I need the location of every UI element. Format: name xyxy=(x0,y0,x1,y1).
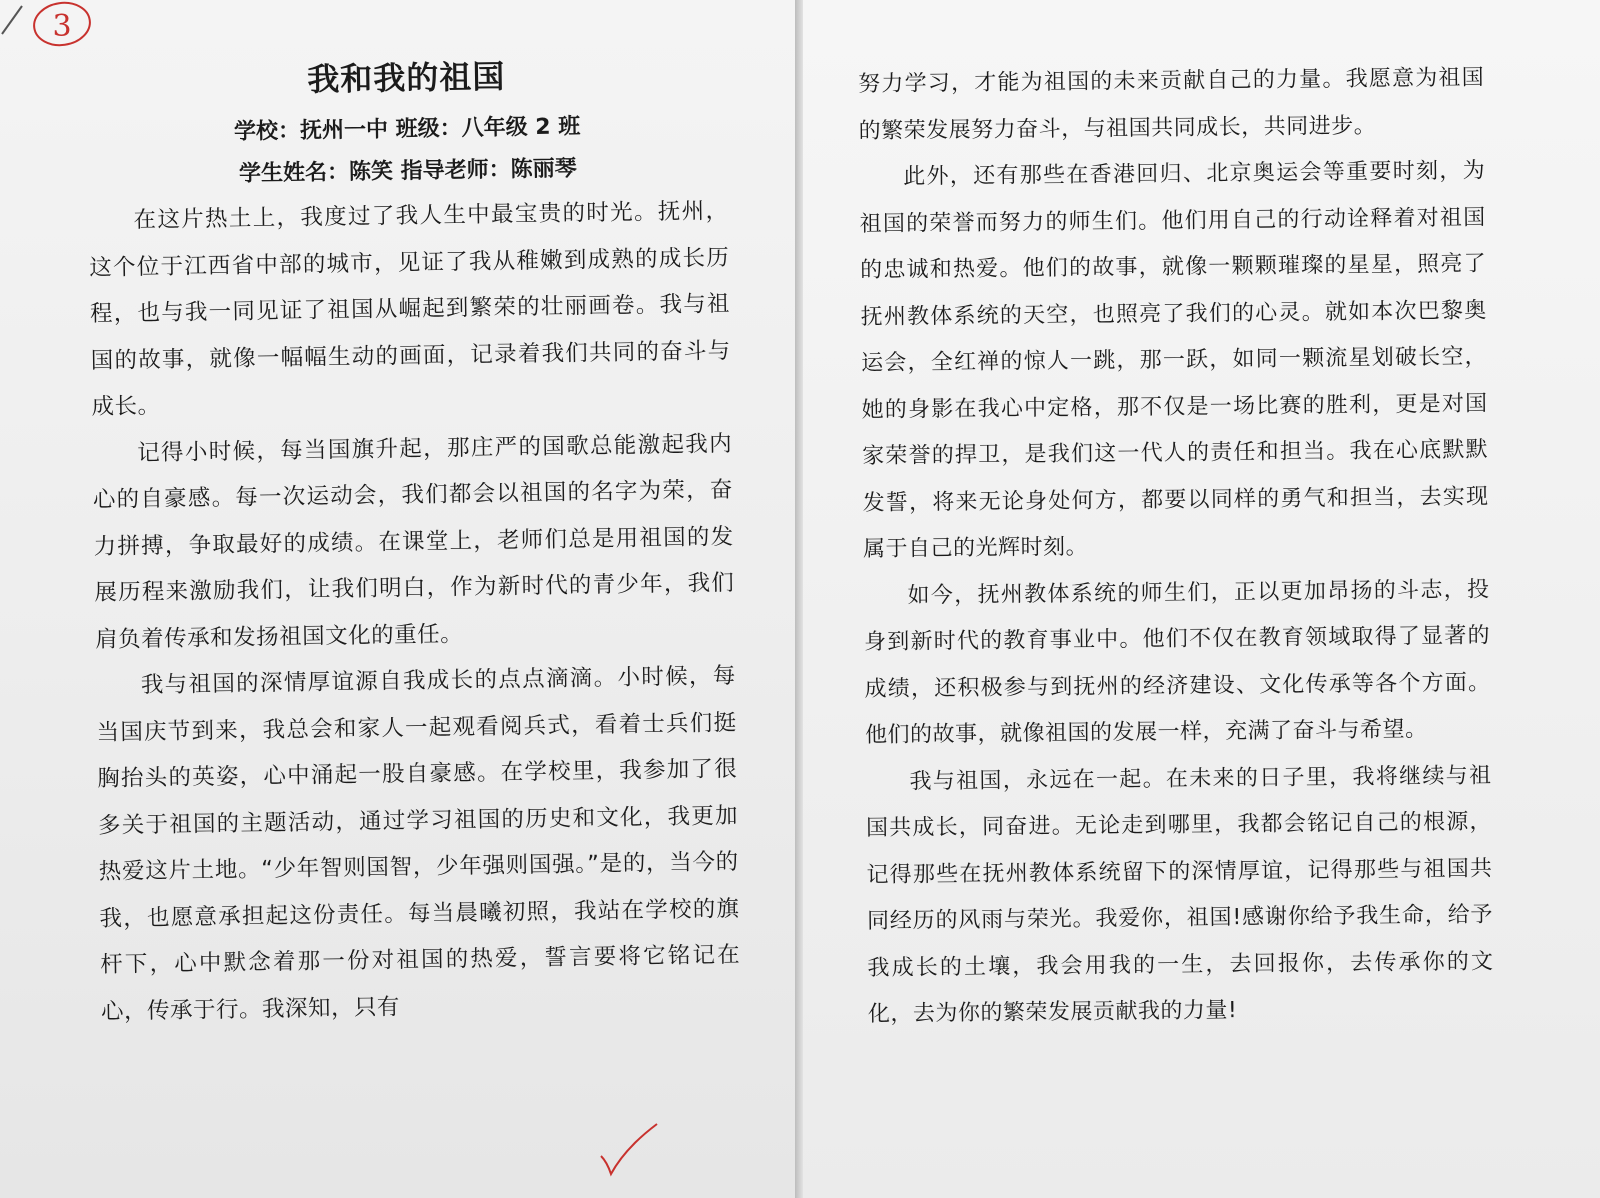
paragraph: 我与祖国，永远在一起。在未来的日子里，我将继续与祖国共成长，同奋进。无论走到哪里，我都会铭记自己的根源，记得那些在抚州教体系统留下的深情厚谊，记得那些与祖国共同经历的风雨与荣光。我爱你，祖国!感谢你给予我生命，给予我成长的土壤，我会用我的一生，去回报你，去传承你的文化，去为你的繁荣发展贡献我的力量! xyxy=(865,762,1494,1027)
left-page xyxy=(0,0,795,1198)
paragraph: 如今，抚州教体系统的师生们，正以更加昂扬的斗志，投身到新时代的教育事业中。他们不仅在教育领域取得了显著的成绩，还积极参与到抚州的经济建设、文化传承等各个方面。他们的故事，就像祖国的发展一样，充满了奋斗与希望。 xyxy=(863,576,1491,748)
school-class-line: 学校：抚州一中 班级：八年级 2 班 xyxy=(233,114,581,145)
paragraph: 我与祖国的深情厚谊源自我成长的点点滴滴。小时候，每当国庆节到来，我总会和家人一起观看阅兵式，看着士兵们挺胸抬头的英姿，心中涌起一股自豪感。在学校里，我参加了很多关于祖国的主题活动，通过学习祖国的历史和文化，我更加热爱这片土地。“少年智则国智，少年强则国强。”是的，当今的我，也愿意承担起这份责任。每当晨曦初照，我站在学校的旗杆下，心中默念着那一份对祖国的热爱，誓言要将它铭记在心，传承于行。我深知，只有 xyxy=(96,662,741,1025)
paragraph: 记得小时候，每当国旗升起，那庄严的国歌总能激起我内心的自豪感。每一次运动会，我们都会以祖国的名字为荣，奋力拼搏，争取最好的成绩。在课堂上，老师们总是用祖国的发展历程来激励我们，让我们明白，作为新时代的青少年，我们肩负着传承和发扬祖国文化的重任。 xyxy=(92,430,735,653)
right-page-text xyxy=(858,55,1494,1038)
paragraph-continuation: 努力学习，才能为祖国的未来贡献自己的力量。我愿意为祖国的繁荣发展努力奋斗，与祖国共同成长，共同进步。 xyxy=(858,65,1485,144)
paragraph: 此外，还有那些在香港回归、北京奥运会等重要时刻，为祖国的荣誉而努力的师生们。他们用自己的行动诠释着对祖国的忠诚和热爱。他们的故事，就像一颗颗璀璨的星星，照亮了抚州教体系统的天空，也照亮了我们的心灵。就如本次巴黎奥运会，全红禅的惊人一跳，那一跃，如同一颗流星划破长空，她的身影在我心中定格，那不仅是一场比赛的胜利，更是对国家荣誉的捍卫，是我们这一代人的责任和担当。我在心底默默发誓，将来无论身处何方，都要以同样的勇气和担当，去实现属于自己的光辉时刻。 xyxy=(859,158,1489,562)
paragraph: 在这片热土上，我度过了我人生中最宝贵的时光。抚州，这个位于江西省中部的城市，见证了我从稚嫩到成熟的成长历程，也与我一同见证了祖国从崛起到繁荣的壮丽画卷。我与祖国的故事，就像一幅幅生动的画面，记录着我们共同的奋斗与成长。 xyxy=(89,197,731,420)
student-teacher-line: 学生姓名：陈笑 指导老师：陈丽琴 xyxy=(238,156,577,187)
mark-number-text: 3 xyxy=(52,9,72,44)
checkmark-icon xyxy=(595,1118,665,1178)
handwritten-number-mark xyxy=(0,0,110,60)
essay-title: 我和我的祖国 xyxy=(307,57,506,99)
page-gutter xyxy=(795,0,803,1198)
right-page xyxy=(803,0,1600,1198)
left-page-text xyxy=(86,48,741,1035)
